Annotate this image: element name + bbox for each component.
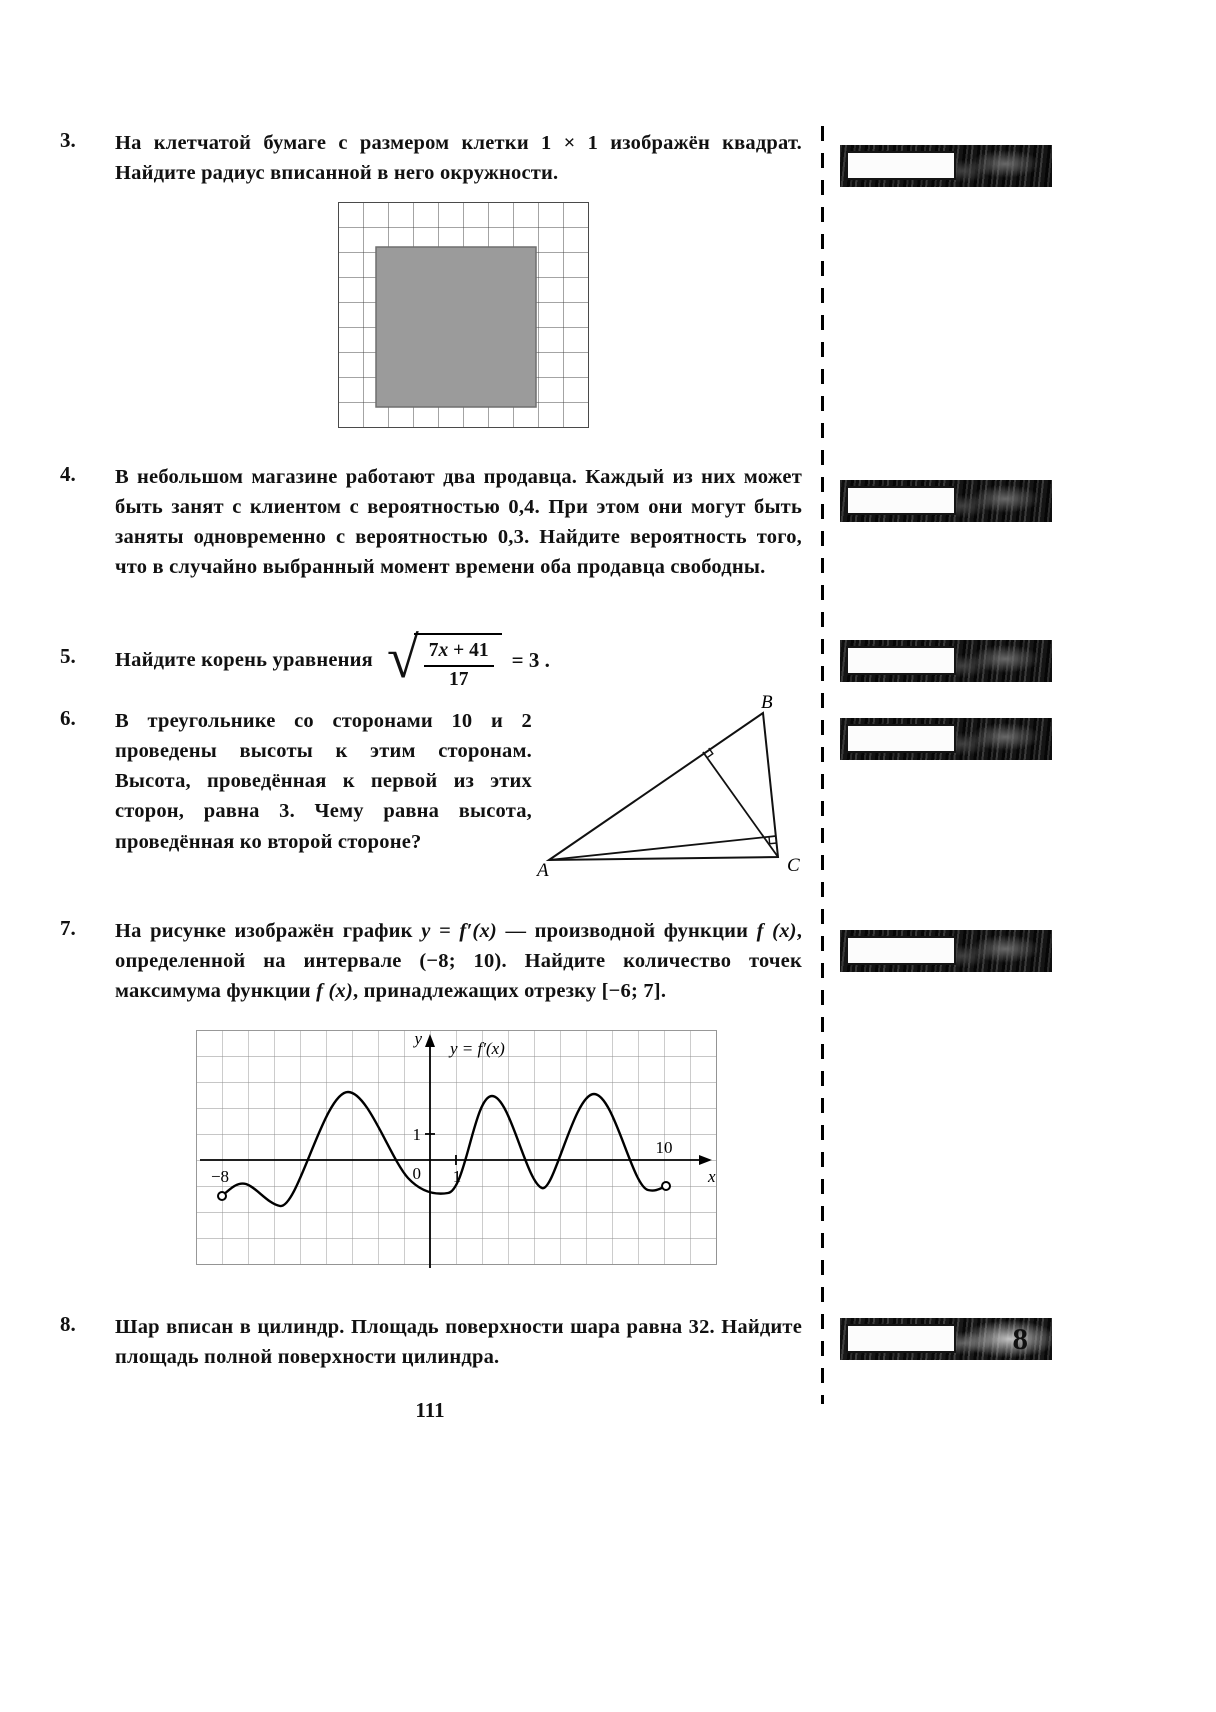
numerator-variable: x [438,640,449,661]
grid-square-svg [338,202,590,429]
answer-strip-3 [840,145,1052,187]
numerator-const: + 41 [448,640,489,661]
gray-square [376,247,536,407]
open-endpoint-left [218,1192,226,1200]
altitude-from-C [703,752,778,857]
right-angle-mark-1 [707,748,713,758]
graph-grid [197,1031,717,1265]
y-tick-label-1: 1 [412,1125,421,1144]
grid-square-figure [338,202,590,434]
answer-blank-4 [846,486,956,515]
p7-text-3: , определенной на интервале (−8; 10). Найдите количество точек максимума функции [115,920,803,1003]
sqrt-icon: √ [386,625,419,690]
fraction [424,640,494,691]
triangle-svg [535,695,815,890]
answer-blank-7 [846,936,956,965]
problem-7-number: 7. [60,916,76,940]
x-tick-label-1: 1 [452,1167,462,1186]
origin-label: 0 [412,1164,421,1183]
problem-8-number: 8. [60,1312,76,1336]
problem-6 [60,706,532,857]
answer-strip-4 [840,480,1052,522]
problem-3-number: 3. [60,128,76,152]
p7-math-2: f (x) [756,920,797,942]
answer-strip-7 [840,930,1052,972]
answer-blank-8 [846,1324,956,1353]
p7-text-2: — производной функции [496,920,757,942]
altitude-from-A [549,836,776,860]
derivative-graph-figure [196,1030,726,1280]
answer-blank-3 [846,151,956,180]
p7-text-1: На рисунке изображён график [115,920,422,942]
fraction-denominator: 17 [448,669,469,690]
equation [386,625,550,691]
answer-blank-6 [846,724,956,753]
problem-5 [60,625,802,691]
problem-7 [60,916,802,1006]
problem-3-text: На клетчатой бумаге с размером клетки 1 × 1 изображён квадрат. Найдите радиус вписанной в него окружности. [115,132,802,185]
p7-math-3: f (x) [316,980,353,1003]
answer-strip-8 [840,1318,1052,1360]
open-endpoint-right [662,1182,670,1190]
y-axis-label: y [414,1030,422,1048]
x-axis-label: x [708,1167,716,1186]
vertex-label-A: A [537,860,549,881]
problem-4-text: В небольшом магазине работают два продавца. Каждый из них может быть занят с клиентом с вероятностью 0,4. При этом они могут быть заняты одновременно с вероятностью 0,3. Найдите вероятность того, что в случайно выбранный момент времени оба продавца свободны. [115,466,802,579]
x-left-label: −8 [210,1167,230,1186]
problem-5-line [115,625,550,691]
radicand [414,633,502,691]
problem-7-text [115,916,802,1006]
answer-strip-5 [840,640,1052,682]
square-root [386,625,502,691]
problem-5-number: 5. [60,644,76,668]
problem-4 [60,462,802,583]
curve-label: y = f′(x) [450,1039,505,1058]
answer-strip-6 [840,718,1052,760]
fraction-numerator [424,640,494,667]
p7-text-4: , принадлежащих отрезку [−6; 7]. [353,980,667,1003]
problem-8-text: Шар вписан в цилиндр. Площадь поверхности шара равна 32. Найдите площадь полной поверхности цилиндра. [115,1316,802,1369]
ghost-digit: 8 [1012,1321,1028,1356]
problem-6-text: В треугольнике со сторонами 10 и 2 проведены высоты к этим сторонам. Высота, проведённая к первой из этих сторон, равна 3. Чему равна высота, проведённая ко второй стороне? [115,710,532,853]
numerator-coeff: 7 [428,640,439,661]
problem-4-number: 4. [60,462,76,486]
page-number: 111 [415,1398,445,1422]
triangle-outline [549,713,778,860]
vertex-label-B: B [761,695,773,713]
problem-5-text: Найдите корень уравнения [115,649,373,671]
problem-3 [60,128,802,188]
dashed-divider [821,126,824,1404]
equation-rhs: = 3 . [511,648,550,672]
x-right-label: 10 [655,1138,673,1157]
answer-blank-5 [846,646,956,675]
vertex-label-C: C [787,855,800,876]
triangle-figure [535,695,815,895]
p7-math-1: y = f′(x) [421,920,497,942]
problem-6-number: 6. [60,706,76,730]
derivative-graph-svg [196,1030,726,1275]
problem-8 [60,1312,802,1372]
